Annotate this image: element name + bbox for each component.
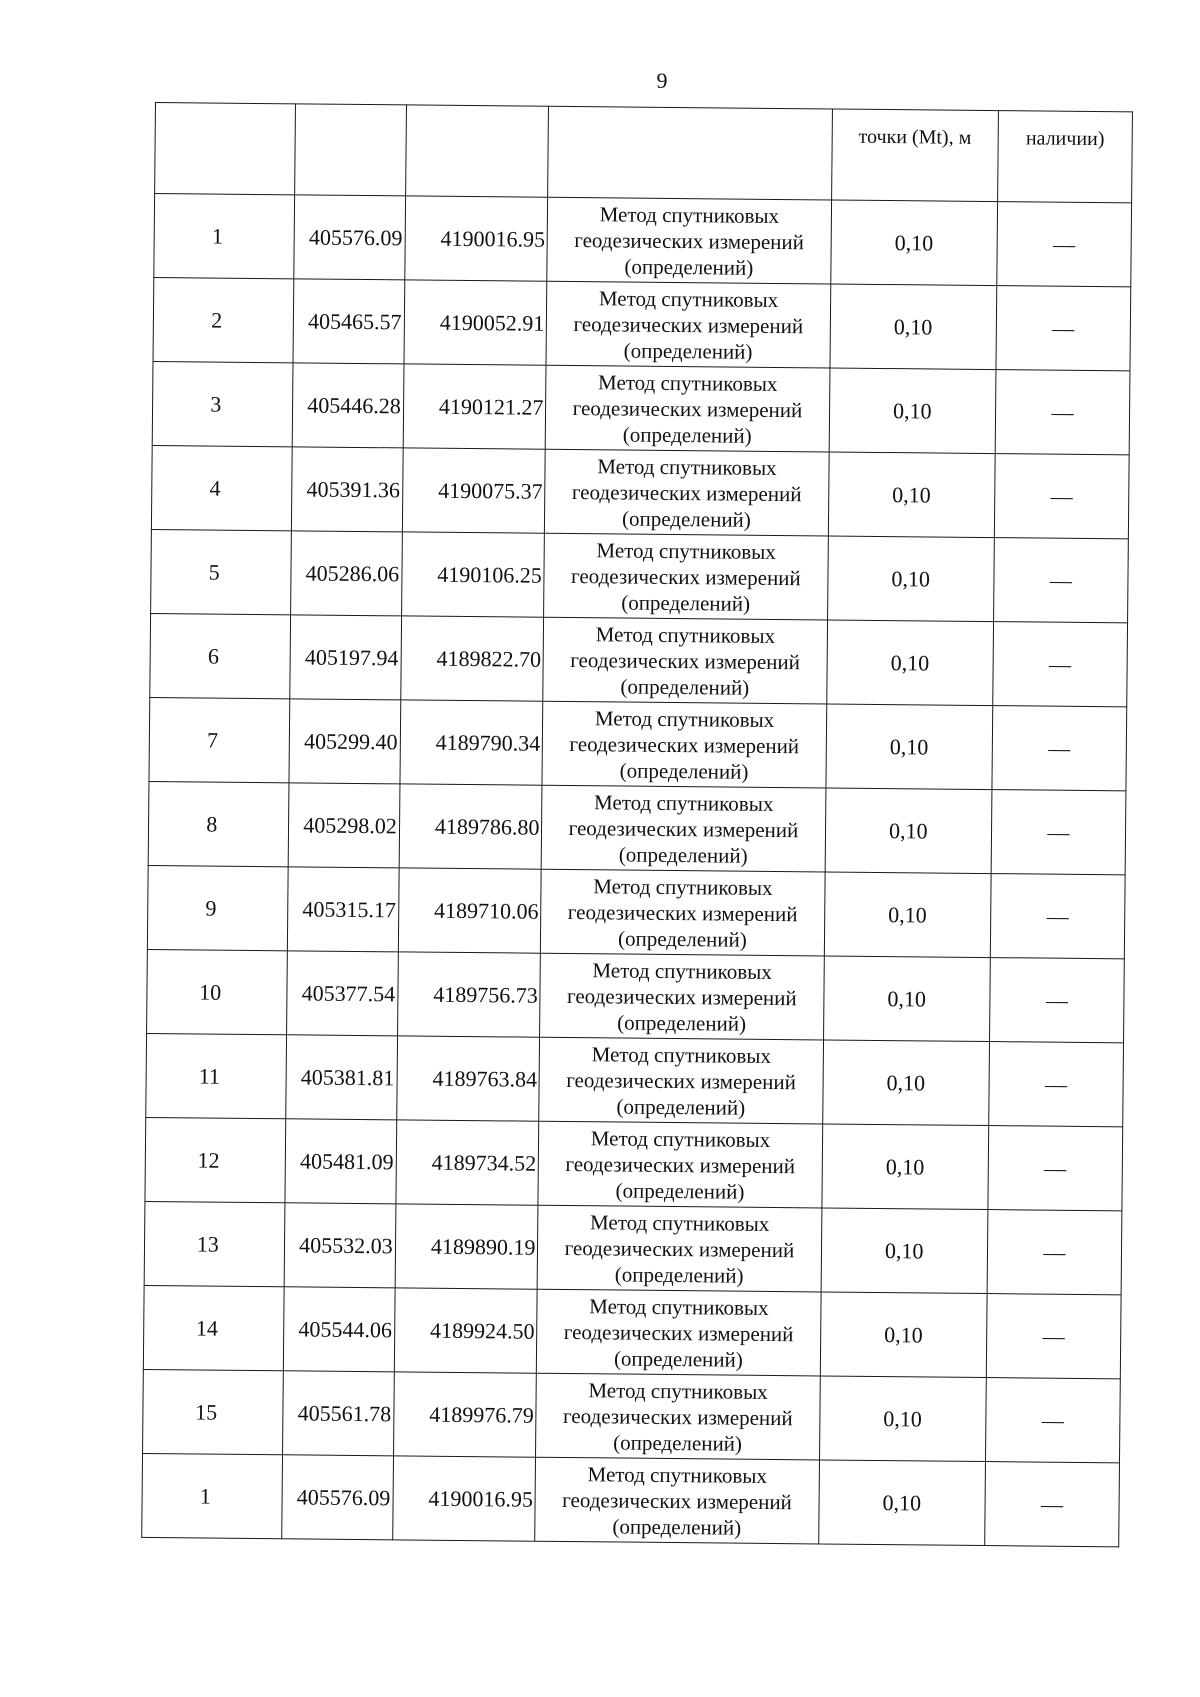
- y-coordinate-cell: 4190121.27: [403, 364, 546, 449]
- y-coordinate-cell: 4189790.34: [400, 700, 543, 785]
- note-cell: —: [994, 538, 1129, 623]
- note-cell: —: [997, 202, 1132, 287]
- x-coordinate-cell: 405377.54: [287, 951, 398, 1036]
- table-row: [144, 1201, 1122, 1294]
- note-cell: —: [987, 1210, 1122, 1295]
- method-cell: Метод спутниковых геодезических измерений (определений): [544, 533, 828, 620]
- point-number-cell: 5: [151, 529, 292, 614]
- point-number-cell: 9: [147, 865, 288, 950]
- note-cell: —: [985, 1462, 1120, 1547]
- point-number-cell: 10: [147, 949, 288, 1034]
- table-row: [143, 1369, 1121, 1462]
- point-number-cell: 8: [148, 781, 289, 866]
- method-cell: Метод спутниковых геодезических измерений (определений): [539, 1037, 823, 1124]
- accuracy-cell: 0,10: [821, 1208, 988, 1294]
- x-coordinate-cell: 405532.03: [285, 1203, 396, 1288]
- accuracy-cell: 0,10: [825, 788, 992, 874]
- point-number-cell: 1: [142, 1453, 283, 1538]
- accuracy-cell: 0,10: [825, 704, 992, 790]
- accuracy-cell: 0,10: [818, 1460, 985, 1546]
- x-coordinate-cell: 405315.17: [288, 867, 399, 952]
- point-number-cell: 15: [143, 1369, 284, 1454]
- point-number-cell: 2: [153, 277, 294, 362]
- table-row: [145, 1117, 1123, 1210]
- accuracy-cell: 0,10: [826, 620, 993, 706]
- note-cell: —: [988, 1126, 1123, 1211]
- accuracy-cell: 0,10: [824, 872, 991, 958]
- y-coordinate-cell: 4190106.25: [401, 532, 544, 617]
- note-cell: —: [995, 370, 1130, 455]
- y-coordinate-cell: 4190052.91: [404, 280, 547, 365]
- point-number-cell: 3: [152, 361, 293, 446]
- y-coordinate-cell: 4189786.80: [399, 784, 542, 869]
- page-number: 9: [656, 68, 668, 93]
- table-row: [150, 613, 1128, 706]
- method-cell: Метод спутниковых геодезических измерений (определений): [540, 953, 824, 1040]
- accuracy-cell: 0,10: [827, 536, 994, 622]
- header-cell-x: [295, 104, 406, 196]
- table-row: [146, 1033, 1124, 1126]
- method-cell: Метод спутниковых геодезических измерений (определений): [546, 281, 830, 368]
- y-coordinate-cell: 4189734.52: [396, 1120, 539, 1205]
- method-cell: Метод спутниковых геодезических измерений (определений): [541, 869, 825, 956]
- method-cell: Метод спутниковых геодезических измерений (определений): [547, 197, 831, 284]
- method-cell: Метод спутниковых геодезических измерений (определений): [542, 785, 826, 872]
- note-cell: —: [989, 958, 1124, 1043]
- y-coordinate-cell: 4189756.73: [397, 952, 540, 1037]
- table-row: [147, 865, 1125, 958]
- y-coordinate-cell: 4189976.79: [393, 1372, 536, 1457]
- table-row: [149, 697, 1127, 790]
- y-coordinate-cell: 4190016.95: [392, 1456, 535, 1541]
- method-cell: Метод спутниковых геодезических измерений (определений): [537, 1289, 821, 1376]
- accuracy-cell: 0,10: [819, 1376, 986, 1462]
- note-cell: —: [994, 454, 1129, 539]
- table-row: [148, 781, 1126, 874]
- x-coordinate-cell: 405561.78: [283, 1371, 394, 1456]
- accuracy-cell: 0,10: [830, 284, 997, 370]
- header-cell-number: [155, 103, 296, 195]
- note-cell: —: [989, 1042, 1124, 1127]
- point-number-cell: 1: [154, 194, 295, 279]
- x-coordinate-cell: 405544.06: [284, 1287, 395, 1372]
- accuracy-cell: 0,10: [821, 1124, 988, 1210]
- header-cell-method: [548, 106, 832, 200]
- accuracy-cell: 0,10: [822, 1040, 989, 1126]
- coordinates-table: [141, 102, 1133, 1547]
- accuracy-cell: 0,10: [820, 1292, 987, 1378]
- note-cell: —: [991, 790, 1126, 875]
- x-coordinate-cell: 405286.06: [291, 531, 402, 616]
- table-row: [142, 1453, 1120, 1546]
- x-coordinate-cell: 405298.02: [289, 783, 400, 868]
- x-coordinate-cell: 405381.81: [286, 1035, 397, 1120]
- note-cell: —: [992, 706, 1127, 791]
- table-row: [154, 194, 1132, 287]
- point-number-cell: 14: [143, 1285, 284, 1370]
- note-cell: —: [996, 286, 1131, 371]
- y-coordinate-cell: 4189890.19: [395, 1204, 538, 1289]
- note-cell: —: [993, 622, 1128, 707]
- method-cell: Метод спутниковых геодезических измерений (определений): [545, 449, 829, 536]
- method-cell: Метод спутниковых геодезических измерений (определений): [538, 1121, 822, 1208]
- method-cell: Метод спутниковых геодезических измерений (определений): [543, 617, 827, 704]
- note-cell: —: [985, 1378, 1120, 1463]
- point-number-cell: 6: [150, 613, 291, 698]
- header-cell-accuracy: точки (Mt), м: [831, 109, 998, 202]
- x-coordinate-cell: 405446.28: [293, 363, 404, 448]
- point-number-cell: 12: [145, 1117, 286, 1202]
- x-coordinate-cell: 405481.09: [285, 1119, 396, 1204]
- note-cell: —: [990, 874, 1125, 959]
- point-number-cell: 4: [151, 445, 292, 530]
- accuracy-cell: 0,10: [830, 200, 997, 286]
- header-cell-note: наличии): [998, 111, 1133, 203]
- x-coordinate-cell: 405576.09: [294, 195, 405, 280]
- x-coordinate-cell: 405576.09: [282, 1455, 393, 1540]
- header-cell-y: [405, 105, 549, 197]
- y-coordinate-cell: 4189924.50: [394, 1288, 537, 1373]
- note-cell: —: [986, 1294, 1121, 1379]
- table-row: [152, 361, 1130, 454]
- accuracy-cell: 0,10: [823, 956, 990, 1042]
- y-coordinate-cell: 4189822.70: [400, 616, 543, 701]
- x-coordinate-cell: 405465.57: [293, 279, 404, 364]
- method-cell: Метод спутниковых геодезических измерений (определений): [537, 1205, 821, 1292]
- point-number-cell: 13: [144, 1201, 285, 1286]
- x-coordinate-cell: 405391.36: [292, 447, 403, 532]
- table-header-row: [155, 103, 1133, 203]
- method-cell: Метод спутниковых геодезических измерений (определений): [536, 1373, 820, 1460]
- point-number-cell: 11: [146, 1033, 287, 1118]
- table-row: [147, 949, 1125, 1042]
- method-cell: Метод спутниковых геодезических измерений (определений): [535, 1457, 819, 1544]
- table-row: [143, 1285, 1121, 1378]
- y-coordinate-cell: 4190016.95: [405, 196, 548, 281]
- table-row: [151, 529, 1129, 622]
- method-cell: Метод спутниковых геодезических измерений (определений): [546, 365, 830, 452]
- y-coordinate-cell: 4189710.06: [398, 868, 541, 953]
- table-row: [151, 445, 1129, 538]
- y-coordinate-cell: 4190075.37: [402, 448, 545, 533]
- accuracy-cell: 0,10: [829, 368, 996, 454]
- accuracy-cell: 0,10: [828, 452, 995, 538]
- table-row: [153, 277, 1131, 370]
- y-coordinate-cell: 4189763.84: [396, 1036, 539, 1121]
- method-cell: Метод спутниковых геодезических измерений (определений): [542, 701, 826, 788]
- point-number-cell: 7: [149, 697, 290, 782]
- x-coordinate-cell: 405197.94: [290, 615, 401, 700]
- x-coordinate-cell: 405299.40: [289, 699, 400, 784]
